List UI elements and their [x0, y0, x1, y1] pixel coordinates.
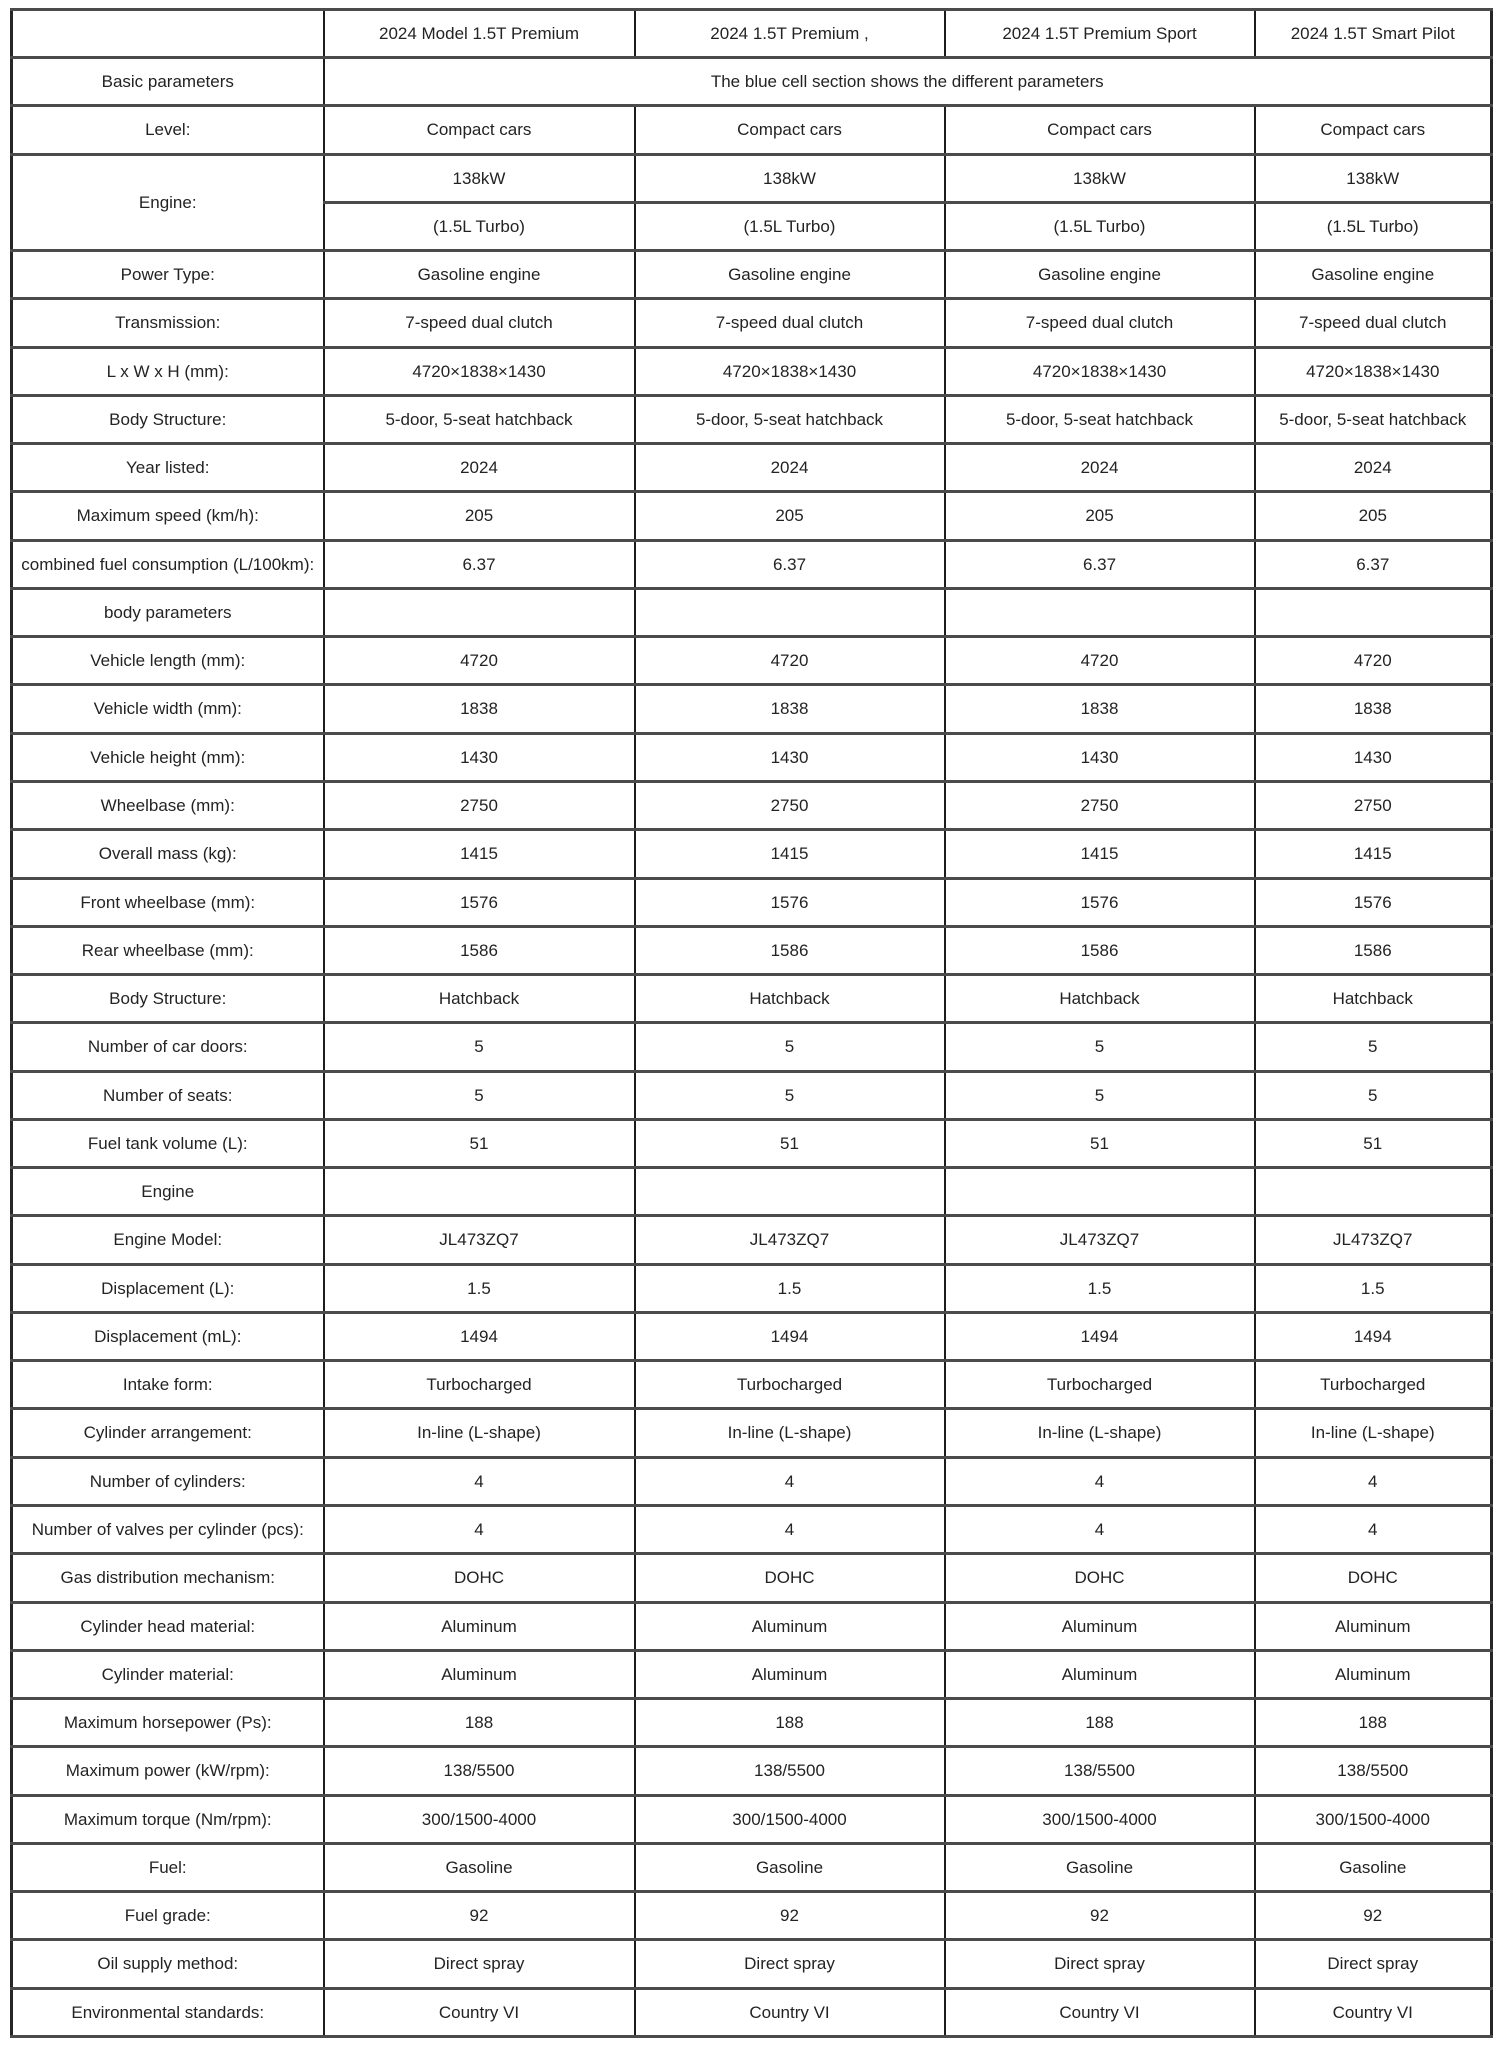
cell-value: Direct spray — [324, 1940, 635, 1988]
cell-value: 205 — [1255, 492, 1492, 540]
row-label: Number of car doors: — [12, 1023, 324, 1071]
cell-value: JL473ZQ7 — [635, 1216, 945, 1264]
cell-value: 188 — [635, 1699, 945, 1747]
table-row — [12, 878, 1492, 926]
section-label: Engine — [12, 1168, 324, 1216]
cell-value: 1415 — [324, 830, 635, 878]
table-row — [12, 1264, 1492, 1312]
row-label: Vehicle width (mm): — [12, 685, 324, 733]
cell-value: 188 — [324, 1699, 635, 1747]
table-row — [12, 1892, 1492, 1940]
table-row — [12, 830, 1492, 878]
cell-value: (1.5L Turbo) — [324, 202, 635, 250]
cell-value: Hatchback — [1255, 975, 1492, 1023]
cell-value: 1.5 — [635, 1264, 945, 1312]
cell-value: 1430 — [635, 733, 945, 781]
row-label: Fuel: — [12, 1843, 324, 1891]
cell-value: 4 — [945, 1505, 1255, 1553]
cell-value: 188 — [945, 1699, 1255, 1747]
empty-cell — [324, 588, 635, 636]
banner-section-label: Basic parameters — [12, 58, 324, 106]
cell-value: 4720×1838×1430 — [945, 347, 1255, 395]
cell-value: 1838 — [945, 685, 1255, 733]
cell-value: 1838 — [1255, 685, 1492, 733]
cell-value: Aluminum — [635, 1602, 945, 1650]
cell-value: 138kW — [324, 154, 635, 202]
row-label: Number of valves per cylinder (pcs): — [12, 1505, 324, 1553]
cell-value: 300/1500-4000 — [635, 1795, 945, 1843]
cell-value: 188 — [1255, 1699, 1492, 1747]
table-row — [12, 1699, 1492, 1747]
cell-value: Gasoline engine — [324, 251, 635, 299]
cell-value: 51 — [635, 1119, 945, 1167]
cell-value: Direct spray — [1255, 1940, 1492, 1988]
row-label: Body Structure: — [12, 395, 324, 443]
table-row — [12, 1457, 1492, 1505]
cell-value: 300/1500-4000 — [945, 1795, 1255, 1843]
cell-value: 2750 — [324, 781, 635, 829]
car-spec-table — [10, 8, 1493, 2038]
row-label: Vehicle length (mm): — [12, 637, 324, 685]
cell-value: 5-door, 5-seat hatchback — [1255, 395, 1492, 443]
row-label: Year listed: — [12, 444, 324, 492]
table-row — [12, 540, 1492, 588]
row-label: Power Type: — [12, 251, 324, 299]
cell-value: 1415 — [1255, 830, 1492, 878]
cell-value: Compact cars — [635, 106, 945, 154]
cell-value: 205 — [324, 492, 635, 540]
cell-value: 1586 — [324, 926, 635, 974]
table-row — [12, 154, 1492, 202]
row-label: Maximum horsepower (Ps): — [12, 1699, 324, 1747]
cell-value: Compact cars — [1255, 106, 1492, 154]
cell-value: Turbocharged — [945, 1361, 1255, 1409]
cell-value: Gasoline engine — [1255, 251, 1492, 299]
cell-value: Country VI — [324, 1988, 635, 2036]
cell-value: Turbocharged — [635, 1361, 945, 1409]
empty-cell — [1255, 588, 1492, 636]
cell-value: 51 — [945, 1119, 1255, 1167]
row-label: Cylinder arrangement: — [12, 1409, 324, 1457]
cell-value: 1430 — [324, 733, 635, 781]
row-label: Fuel tank volume (L): — [12, 1119, 324, 1167]
table-row — [12, 1312, 1492, 1360]
cell-value: 5 — [324, 1023, 635, 1071]
table-row — [12, 492, 1492, 540]
cell-value: 205 — [945, 492, 1255, 540]
header-trim-4: 2024 1.5T Smart Pilot — [1255, 10, 1492, 58]
cell-value: 1494 — [324, 1312, 635, 1360]
table-row — [12, 251, 1492, 299]
row-label: Engine: — [12, 154, 324, 251]
cell-value: Aluminum — [945, 1650, 1255, 1698]
row-label: Maximum torque (Nm/rpm): — [12, 1795, 324, 1843]
cell-value: Aluminum — [324, 1650, 635, 1698]
table-row — [12, 1023, 1492, 1071]
cell-value: 4 — [635, 1505, 945, 1553]
cell-value: 4720 — [635, 637, 945, 685]
cell-value: 5 — [1255, 1023, 1492, 1071]
cell-value: 92 — [324, 1892, 635, 1940]
cell-value: Compact cars — [324, 106, 635, 154]
cell-value: 5 — [635, 1071, 945, 1119]
table-row — [12, 637, 1492, 685]
cell-value: Country VI — [635, 1988, 945, 2036]
cell-value: 2750 — [1255, 781, 1492, 829]
table-row — [12, 299, 1492, 347]
cell-value: 5 — [324, 1071, 635, 1119]
cell-value: 6.37 — [324, 540, 635, 588]
cell-value: Gasoline — [635, 1843, 945, 1891]
cell-value: 138/5500 — [635, 1747, 945, 1795]
table-row — [12, 395, 1492, 443]
table-row — [12, 1843, 1492, 1891]
cell-value: Aluminum — [1255, 1650, 1492, 1698]
cell-value: 7-speed dual clutch — [945, 299, 1255, 347]
section-row — [12, 588, 1492, 636]
cell-value: 5 — [945, 1023, 1255, 1071]
cell-value: 5-door, 5-seat hatchback — [635, 395, 945, 443]
row-label: Displacement (L): — [12, 1264, 324, 1312]
cell-value: 300/1500-4000 — [324, 1795, 635, 1843]
row-label: Level: — [12, 106, 324, 154]
cell-value: 4720 — [945, 637, 1255, 685]
cell-value: 1.5 — [1255, 1264, 1492, 1312]
cell-value: 138kW — [945, 154, 1255, 202]
cell-value: Gasoline — [324, 1843, 635, 1891]
cell-value: In-line (L-shape) — [324, 1409, 635, 1457]
cell-value: 1576 — [324, 878, 635, 926]
cell-value: 4720×1838×1430 — [635, 347, 945, 395]
row-label: Front wheelbase (mm): — [12, 878, 324, 926]
row-label: Intake form: — [12, 1361, 324, 1409]
cell-value: 1494 — [945, 1312, 1255, 1360]
cell-value: JL473ZQ7 — [324, 1216, 635, 1264]
row-label: Maximum speed (km/h): — [12, 492, 324, 540]
cell-value: Gasoline engine — [635, 251, 945, 299]
cell-value: 1.5 — [945, 1264, 1255, 1312]
cell-value: 51 — [1255, 1119, 1492, 1167]
row-label: Rear wheelbase (mm): — [12, 926, 324, 974]
cell-value: 5-door, 5-seat hatchback — [945, 395, 1255, 443]
cell-value: 7-speed dual clutch — [1255, 299, 1492, 347]
table-row — [12, 1216, 1492, 1264]
cell-value: 1838 — [324, 685, 635, 733]
table-row — [12, 347, 1492, 395]
cell-value: 2750 — [945, 781, 1255, 829]
cell-value: 2024 — [635, 444, 945, 492]
cell-value: Gasoline — [1255, 1843, 1492, 1891]
header-corner-cell — [12, 10, 324, 58]
cell-value: JL473ZQ7 — [1255, 1216, 1492, 1264]
cell-value: Direct spray — [945, 1940, 1255, 1988]
cell-value: Country VI — [1255, 1988, 1492, 2036]
table-row — [12, 444, 1492, 492]
cell-value: 138/5500 — [324, 1747, 635, 1795]
cell-value: 4 — [1255, 1505, 1492, 1553]
cell-value: 1838 — [635, 685, 945, 733]
cell-value: 4720×1838×1430 — [1255, 347, 1492, 395]
table-row — [12, 1940, 1492, 1988]
header-trim-2: 2024 1.5T Premium , — [635, 10, 945, 58]
header-trim-1: 2024 Model 1.5T Premium — [324, 10, 635, 58]
cell-value: 4720 — [324, 637, 635, 685]
cell-value: (1.5L Turbo) — [1255, 202, 1492, 250]
cell-value: 1494 — [1255, 1312, 1492, 1360]
cell-value: 1430 — [1255, 733, 1492, 781]
cell-value: 1415 — [635, 830, 945, 878]
cell-value: 138kW — [635, 154, 945, 202]
empty-cell — [635, 588, 945, 636]
header-trim-3: 2024 1.5T Premium Sport — [945, 10, 1255, 58]
cell-value: 138/5500 — [945, 1747, 1255, 1795]
cell-value: 4720×1838×1430 — [324, 347, 635, 395]
cell-value: In-line (L-shape) — [1255, 1409, 1492, 1457]
cell-value: 1430 — [945, 733, 1255, 781]
cell-value: 300/1500-4000 — [1255, 1795, 1492, 1843]
cell-value: Country VI — [945, 1988, 1255, 2036]
spec-comparison-table — [10, 8, 1490, 2038]
row-label: Environmental standards: — [12, 1988, 324, 2036]
table-row — [12, 1747, 1492, 1795]
cell-value: (1.5L Turbo) — [945, 202, 1255, 250]
cell-value: 1415 — [945, 830, 1255, 878]
cell-value: Compact cars — [945, 106, 1255, 154]
cell-value: Hatchback — [324, 975, 635, 1023]
table-row — [12, 1795, 1492, 1843]
row-label: combined fuel consumption (L/100km): — [12, 540, 324, 588]
table-row — [12, 1071, 1492, 1119]
table-row — [12, 1650, 1492, 1698]
section-row — [12, 1168, 1492, 1216]
cell-value: 1494 — [635, 1312, 945, 1360]
cell-value: 7-speed dual clutch — [324, 299, 635, 347]
cell-value: 5 — [945, 1071, 1255, 1119]
table-row — [12, 685, 1492, 733]
cell-value: 4 — [1255, 1457, 1492, 1505]
cell-value: Aluminum — [945, 1602, 1255, 1650]
cell-value: 92 — [635, 1892, 945, 1940]
cell-value: 1576 — [945, 878, 1255, 926]
cell-value: 138kW — [1255, 154, 1492, 202]
cell-value: 2750 — [635, 781, 945, 829]
cell-value: Turbocharged — [1255, 1361, 1492, 1409]
row-label: Maximum power (kW/rpm): — [12, 1747, 324, 1795]
cell-value: 1586 — [635, 926, 945, 974]
table-row — [12, 1988, 1492, 2036]
row-label: Vehicle height (mm): — [12, 733, 324, 781]
header-row — [12, 10, 1492, 58]
cell-value: JL473ZQ7 — [945, 1216, 1255, 1264]
row-label: Displacement (mL): — [12, 1312, 324, 1360]
cell-value: DOHC — [324, 1554, 635, 1602]
row-label: Transmission: — [12, 299, 324, 347]
cell-value: 5 — [1255, 1071, 1492, 1119]
cell-value: 7-speed dual clutch — [635, 299, 945, 347]
cell-value: Hatchback — [635, 975, 945, 1023]
cell-value: 6.37 — [1255, 540, 1492, 588]
cell-value: 4 — [635, 1457, 945, 1505]
cell-value: Aluminum — [1255, 1602, 1492, 1650]
cell-value: 2024 — [324, 444, 635, 492]
table-row — [12, 926, 1492, 974]
empty-cell — [635, 1168, 945, 1216]
table-row — [12, 1554, 1492, 1602]
empty-cell — [324, 1168, 635, 1216]
table-row — [12, 733, 1492, 781]
cell-value: Aluminum — [635, 1650, 945, 1698]
table-row — [12, 1602, 1492, 1650]
cell-value: Gasoline — [945, 1843, 1255, 1891]
row-label: L x W x H (mm): — [12, 347, 324, 395]
cell-value: 1.5 — [324, 1264, 635, 1312]
row-label: Engine Model: — [12, 1216, 324, 1264]
cell-value: 4720 — [1255, 637, 1492, 685]
cell-value: Aluminum — [324, 1602, 635, 1650]
cell-value: 5 — [635, 1023, 945, 1071]
row-label: Cylinder head material: — [12, 1602, 324, 1650]
cell-value: 138/5500 — [1255, 1747, 1492, 1795]
row-label: Wheelbase (mm): — [12, 781, 324, 829]
cell-value: (1.5L Turbo) — [635, 202, 945, 250]
cell-value: 4 — [324, 1457, 635, 1505]
table-row — [12, 781, 1492, 829]
section-label: body parameters — [12, 588, 324, 636]
empty-cell — [1255, 1168, 1492, 1216]
row-label: Number of seats: — [12, 1071, 324, 1119]
cell-value: DOHC — [635, 1554, 945, 1602]
table-row — [12, 1361, 1492, 1409]
row-label: Overall mass (kg): — [12, 830, 324, 878]
cell-value: 1576 — [635, 878, 945, 926]
cell-value: 5-door, 5-seat hatchback — [324, 395, 635, 443]
empty-cell — [945, 588, 1255, 636]
row-label: Oil supply method: — [12, 1940, 324, 1988]
cell-value: DOHC — [1255, 1554, 1492, 1602]
spec-table-body — [12, 58, 1492, 2037]
table-row — [12, 1409, 1492, 1457]
cell-value: 6.37 — [635, 540, 945, 588]
row-label: Body Structure: — [12, 975, 324, 1023]
table-row — [12, 975, 1492, 1023]
table-row — [12, 1119, 1492, 1167]
empty-cell — [945, 1168, 1255, 1216]
cell-value: 6.37 — [945, 540, 1255, 588]
cell-value: 1586 — [945, 926, 1255, 974]
cell-value: 1586 — [1255, 926, 1492, 974]
cell-value: In-line (L-shape) — [945, 1409, 1255, 1457]
table-row — [12, 106, 1492, 154]
row-label: Gas distribution mechanism: — [12, 1554, 324, 1602]
cell-value: 4 — [945, 1457, 1255, 1505]
cell-value: DOHC — [945, 1554, 1255, 1602]
cell-value: Turbocharged — [324, 1361, 635, 1409]
cell-value: Hatchback — [945, 975, 1255, 1023]
cell-value: In-line (L-shape) — [635, 1409, 945, 1457]
cell-value: 51 — [324, 1119, 635, 1167]
cell-value: 92 — [945, 1892, 1255, 1940]
cell-value: 205 — [635, 492, 945, 540]
row-label: Fuel grade: — [12, 1892, 324, 1940]
cell-value: 2024 — [945, 444, 1255, 492]
row-label: Cylinder material: — [12, 1650, 324, 1698]
cell-value: 1576 — [1255, 878, 1492, 926]
cell-value: Direct spray — [635, 1940, 945, 1988]
banner-note: The blue cell section shows the different parameters — [324, 58, 1492, 106]
cell-value: 4 — [324, 1505, 635, 1553]
table-row — [12, 1505, 1492, 1553]
cell-value: Gasoline engine — [945, 251, 1255, 299]
row-label: Number of cylinders: — [12, 1457, 324, 1505]
cell-value: 92 — [1255, 1892, 1492, 1940]
cell-value: 2024 — [1255, 444, 1492, 492]
banner-row — [12, 58, 1492, 106]
